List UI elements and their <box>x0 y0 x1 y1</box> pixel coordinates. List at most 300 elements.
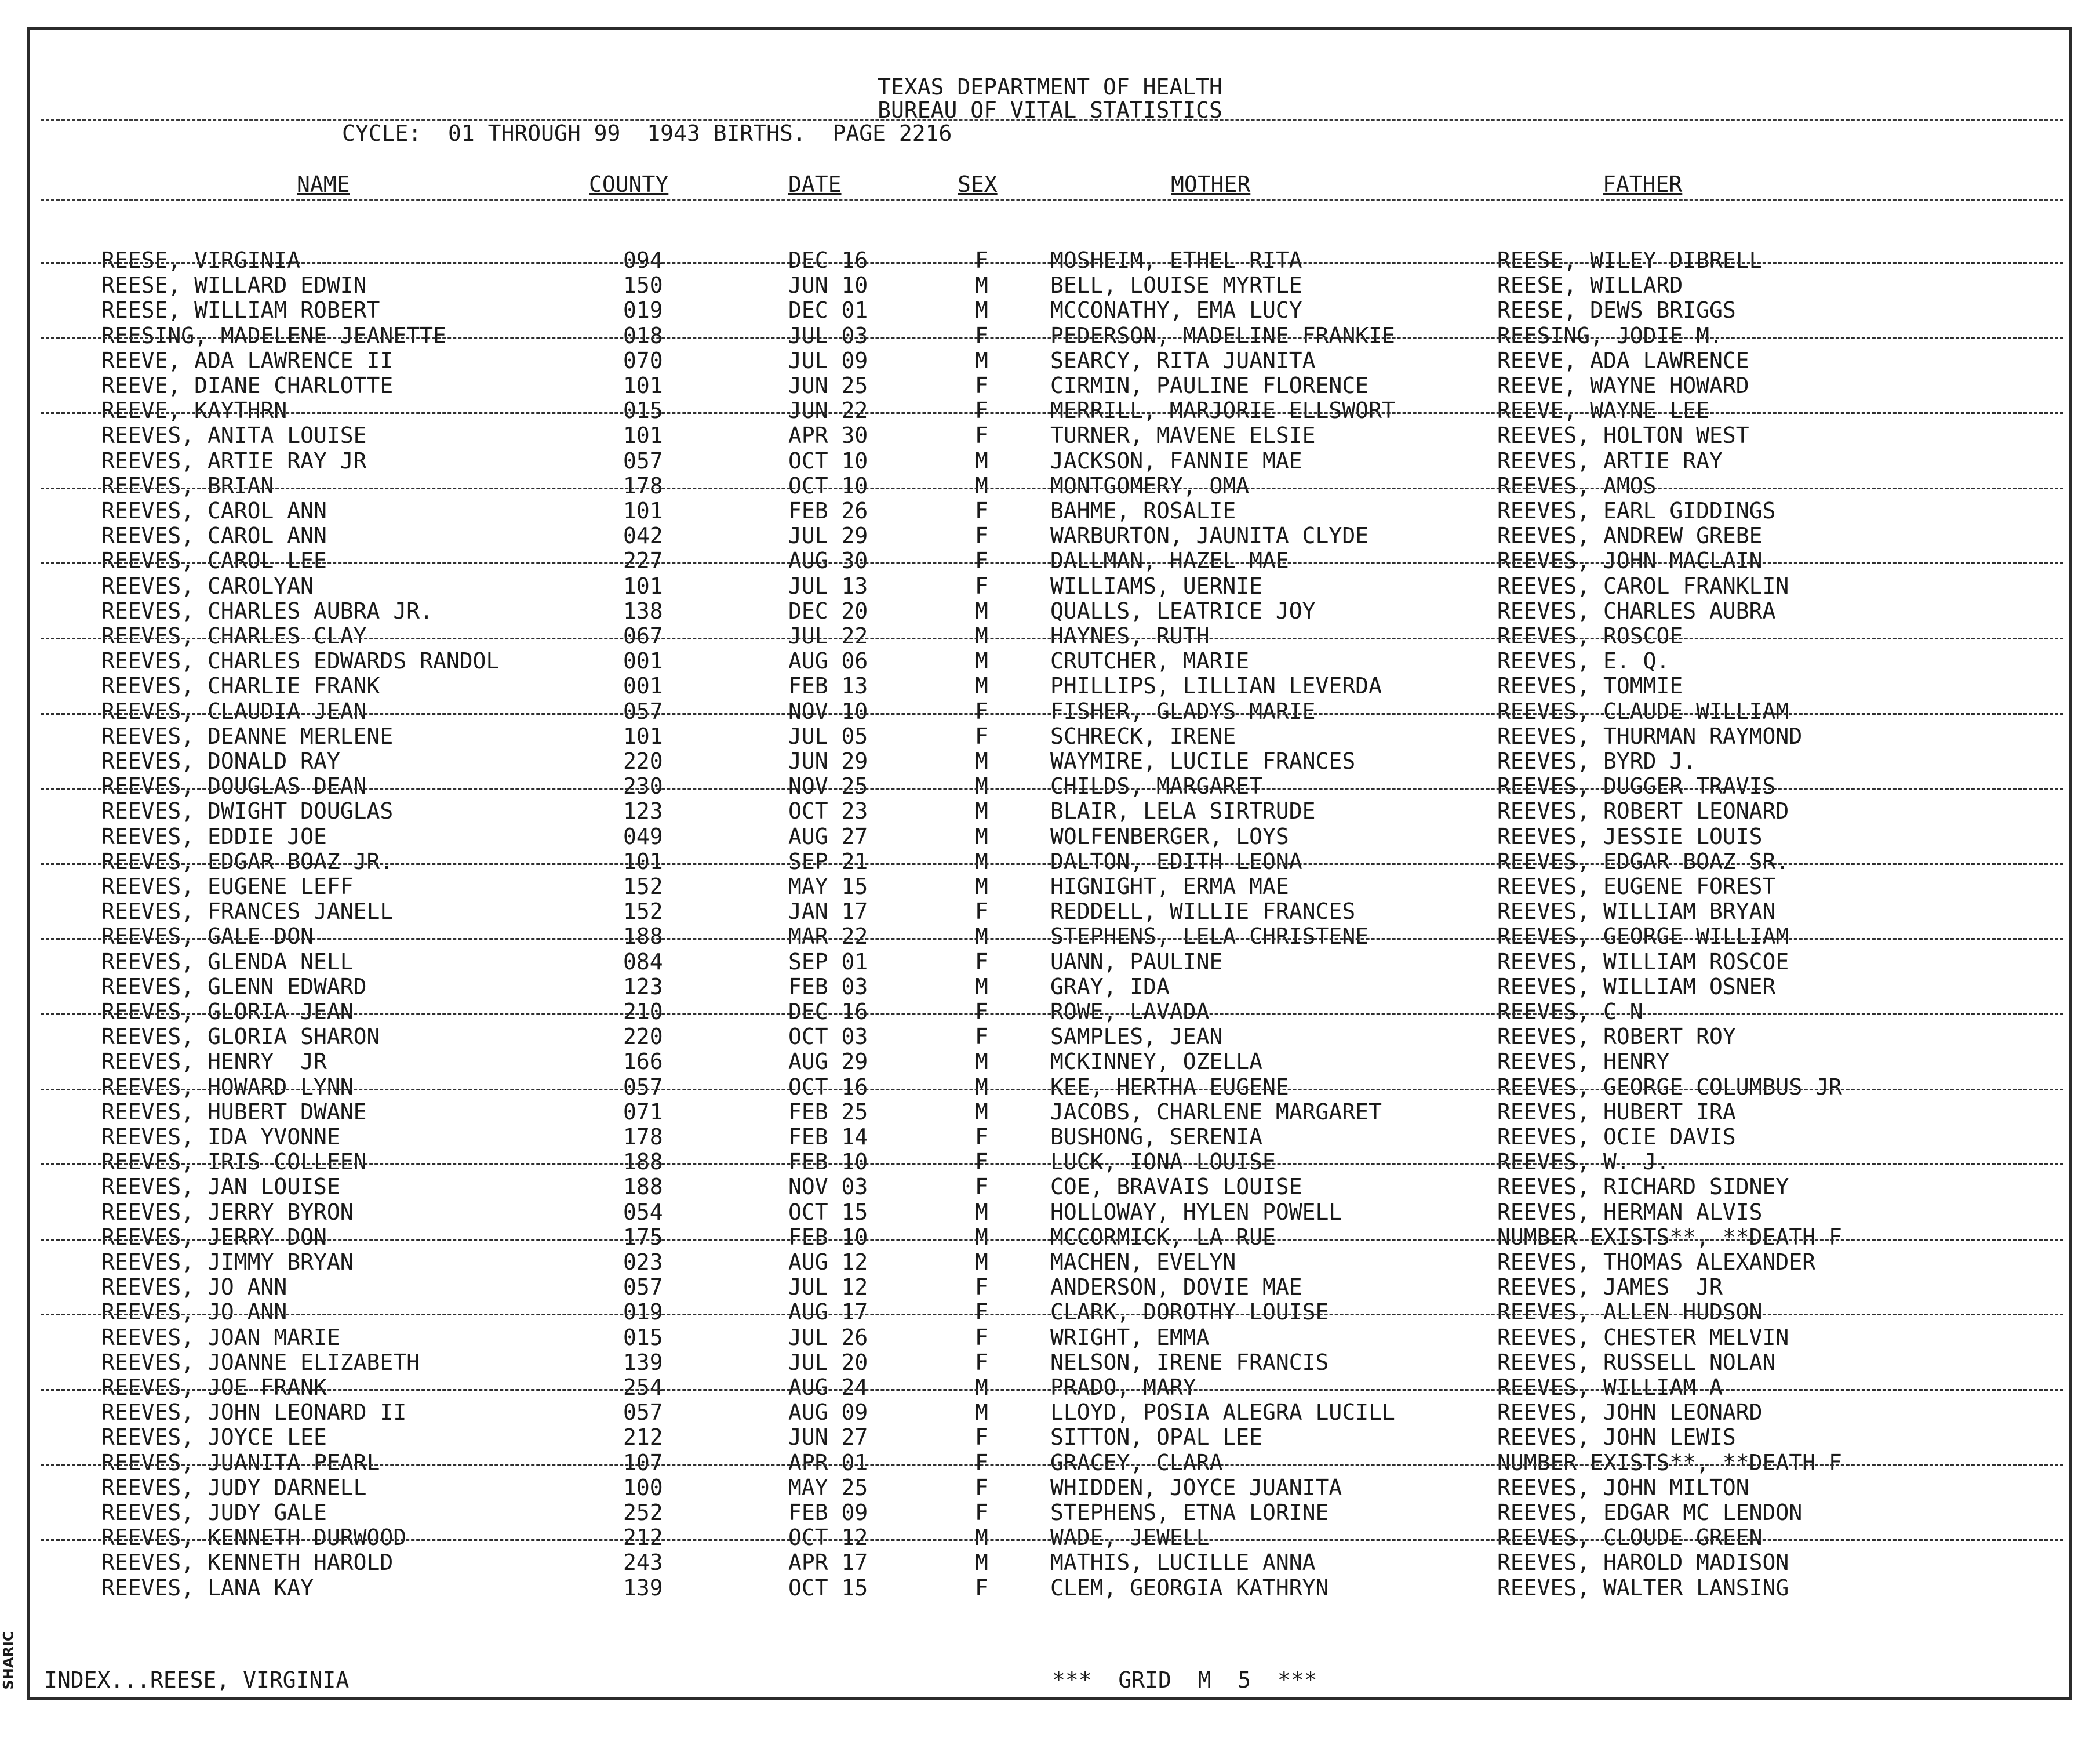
cell-mother: BELL, LOUISE MYRTLE <box>1050 272 1302 299</box>
cell-county: 101 <box>623 373 663 398</box>
row-rule <box>41 562 2063 564</box>
cell-father: REEVES, EUGENE FOREST <box>1497 874 1776 899</box>
cell-name: REEVE, ADA LAWRENCE II <box>101 347 394 373</box>
cell-father: REEVES, ROSCOE <box>1497 623 1683 649</box>
cell-county: 107 <box>623 1449 663 1475</box>
cell-father: REEVES, ALLEN HUDSON <box>1497 1299 1763 1325</box>
cell-father: REEVES, THOMAS ALEXANDER <box>1497 1249 1816 1275</box>
table-row <box>0 749 2100 774</box>
table-row <box>0 1150 2100 1175</box>
cell-date: OCT 10 <box>788 448 868 474</box>
table-row <box>0 1576 2100 1601</box>
cell-sex: F <box>975 1124 988 1150</box>
cell-mother: BUSHONG, SERENIA <box>1050 1124 1263 1150</box>
cell-date: JUL 26 <box>788 1324 868 1350</box>
table-row <box>0 273 2100 298</box>
table-row <box>0 298 2100 323</box>
cell-sex: F <box>975 1024 988 1050</box>
cell-county: 049 <box>623 823 663 849</box>
table-row <box>0 323 2100 348</box>
cell-sex: F <box>975 1299 988 1325</box>
cell-mother: MONTGOMERY, OMA <box>1050 472 1250 499</box>
cell-sex: M <box>975 598 988 624</box>
cell-mother: STEPHENS, ETNA LORINE <box>1050 1500 1329 1525</box>
cell-date: AUG 24 <box>788 1375 868 1400</box>
cell-father: REEVES, JAMES JR <box>1497 1274 1723 1300</box>
cell-sex: M <box>975 1375 988 1400</box>
cell-name: REEVES, CHARLES EDWARDS RANDOL <box>101 648 500 674</box>
cell-date: AUG 06 <box>788 648 868 674</box>
cell-father: REEVES, WALTER LANSING <box>1497 1575 1789 1601</box>
cell-sex: F <box>975 322 988 348</box>
table-row <box>0 1125 2100 1150</box>
cell-sex: F <box>975 548 988 574</box>
cell-mother: JACKSON, FANNIE MAE <box>1050 448 1302 474</box>
cell-mother: MCKINNEY, OZELLA <box>1050 1049 1263 1075</box>
cell-date: NOV 10 <box>788 698 868 724</box>
cell-father: REEVES, WILLIAM ROSCOE <box>1497 948 1789 975</box>
table-row <box>0 1525 2100 1550</box>
col-father: FATHER <box>1603 172 1683 197</box>
column-rule <box>41 199 2063 201</box>
cell-name: REEVES, EUGENE LEFF <box>101 874 354 899</box>
table-row <box>0 1500 2100 1525</box>
cell-county: 057 <box>623 1399 663 1426</box>
cell-name: REEVES, CAROL ANN <box>101 498 327 523</box>
cell-mother: ANDERSON, DOVIE MAE <box>1050 1274 1302 1300</box>
col-sex: SEX <box>958 172 998 197</box>
cell-father: REEVES, CLOUDE GREEN <box>1497 1525 1763 1551</box>
cell-sex: F <box>975 1274 988 1300</box>
table-row <box>0 1200 2100 1225</box>
table-row <box>0 975 2100 999</box>
cell-mother: HIGNIGHT, ERMA MAE <box>1050 874 1289 899</box>
cell-name: REESING, MADELENE JEANETTE <box>101 322 446 348</box>
cell-date: JAN 17 <box>788 899 868 925</box>
cell-mother: COE, BRAVAIS LOUISE <box>1050 1174 1302 1200</box>
row-rule <box>41 788 2063 790</box>
cell-county: 100 <box>623 1474 663 1500</box>
cell-county: 152 <box>623 899 663 925</box>
cell-sex: M <box>975 347 988 373</box>
cell-name: REEVES, GALE DON <box>101 923 314 950</box>
cell-mother: MOSHEIM, ETHEL RITA <box>1050 248 1302 273</box>
cell-sex: M <box>975 923 988 950</box>
cell-county: 254 <box>623 1375 663 1400</box>
cell-name: REEVES, HENRY JR <box>101 1049 327 1075</box>
cell-mother: DALLMAN, HAZEL MAE <box>1050 548 1289 574</box>
cell-father: REEVE, ADA LAWRENCE <box>1497 347 1749 373</box>
cell-sex: M <box>975 1099 988 1125</box>
cell-sex: M <box>975 1525 988 1551</box>
table-row <box>0 1400 2100 1425</box>
cell-father: REEVES, WILLIAM BRYAN <box>1497 899 1776 925</box>
cell-mother: LLOYD, POSIA ALEGRA LUCILL <box>1050 1399 1395 1426</box>
table-row <box>0 1375 2100 1400</box>
cell-name: REEVES, HUBERT DWANE <box>101 1099 367 1125</box>
cell-county: 123 <box>623 973 663 999</box>
cell-sex: M <box>975 1249 988 1275</box>
cell-sex: M <box>975 848 988 874</box>
cell-date: OCT 23 <box>788 798 868 824</box>
cell-mother: CLEM, GEORGIA KATHRYN <box>1050 1575 1329 1601</box>
cell-name: REEVES, DEANNE MERLENE <box>101 723 394 749</box>
cell-name: REEVES, FRANCES JANELL <box>101 899 394 925</box>
row-rule <box>41 713 2063 715</box>
cell-name: REEVES, ARTIE RAY JR <box>101 448 367 474</box>
cell-county: 067 <box>623 623 663 649</box>
cell-date: FEB 09 <box>788 1500 868 1525</box>
row-rule <box>41 1013 2063 1015</box>
table-row <box>0 1550 2100 1575</box>
cell-sex: F <box>975 1474 988 1500</box>
cell-mother: WILLIAMS, UERNIE <box>1050 573 1263 599</box>
table-row <box>0 348 2100 373</box>
cell-mother: PRADO, MARY <box>1050 1375 1196 1400</box>
cell-name: REEVES, GLENN EDWARD <box>101 973 367 999</box>
table-row <box>0 1250 2100 1275</box>
cell-date: FEB 10 <box>788 1224 868 1250</box>
cycle-line: CYCLE: 01 THROUGH 99 1943 BIRTHS. PAGE 2216 <box>342 121 952 146</box>
cell-sex: M <box>975 297 988 323</box>
table-row <box>0 1175 2100 1199</box>
cell-mother: MACHEN, EVELYN <box>1050 1249 1236 1275</box>
table-row <box>0 574 2100 599</box>
cell-sex: M <box>975 773 988 799</box>
cell-mother: KEE, HERTHA EUGENE <box>1050 1074 1289 1100</box>
cell-date: OCT 15 <box>788 1199 868 1225</box>
table-row <box>0 449 2100 474</box>
cell-mother: BAHME, ROSALIE <box>1050 498 1236 523</box>
cell-mother: WHIDDEN, JOYCE JUANITA <box>1050 1474 1342 1500</box>
cell-father: REEVES, THURMAN RAYMOND <box>1497 723 1803 749</box>
cell-county: 178 <box>623 1124 663 1150</box>
cell-name: REEVES, GLORIA SHARON <box>101 1024 380 1050</box>
table-row <box>0 523 2100 548</box>
table-row <box>0 1225 2100 1250</box>
cell-name: REESE, WILLIAM ROBERT <box>101 297 380 323</box>
cell-mother: WAYMIRE, LUCILE FRANCES <box>1050 748 1356 774</box>
row-rule <box>41 1389 2063 1391</box>
cell-name: REEVES, JERRY DON <box>101 1224 327 1250</box>
row-rule <box>41 938 2063 940</box>
cell-date: AUG 29 <box>788 1049 868 1075</box>
row-rule <box>41 488 2063 489</box>
table-row <box>0 1475 2100 1500</box>
row-rule <box>41 1314 2063 1315</box>
cell-county: 166 <box>623 1049 663 1075</box>
cell-county: 001 <box>623 673 663 699</box>
cell-mother: SEARCY, RITA JUANITA <box>1050 347 1316 373</box>
cell-date: OCT 16 <box>788 1074 868 1100</box>
cell-mother: REDDELL, WILLIE FRANCES <box>1050 899 1356 925</box>
cell-name: REEVES, JOYCE LEE <box>101 1424 327 1450</box>
cell-mother: SITTON, OPAL LEE <box>1050 1424 1263 1450</box>
col-county: COUNTY <box>589 172 669 197</box>
cell-father: REEVES, GEORGE COLUMBUS JR <box>1497 1074 1842 1100</box>
table-row <box>0 849 2100 874</box>
cell-county: 178 <box>623 472 663 499</box>
cell-name: REEVE, KAYTHRN <box>101 398 287 424</box>
table-row <box>0 950 2100 975</box>
table-row <box>0 724 2100 749</box>
cell-mother: STEPHENS, LELA CHRISTENE <box>1050 923 1369 950</box>
cell-sex: M <box>975 748 988 774</box>
cell-sex: M <box>975 623 988 649</box>
cell-father: REEVES, ARTIE RAY <box>1497 448 1723 474</box>
side-label: SHARIC <box>0 1631 17 1690</box>
cell-sex: M <box>975 874 988 899</box>
cell-mother: GRAY, IDA <box>1050 973 1170 999</box>
cell-father: REEVES, HENRY <box>1497 1049 1670 1075</box>
cell-father: REESE, DEWS BRIGGS <box>1497 297 1736 323</box>
cell-sex: M <box>975 272 988 299</box>
row-rule <box>41 863 2063 865</box>
cell-sex: M <box>975 1550 988 1576</box>
cell-county: 188 <box>623 1174 663 1200</box>
cell-father: REEVES, RUSSELL NOLAN <box>1497 1349 1776 1375</box>
cell-father: REEVES, ANDREW GREBE <box>1497 523 1763 549</box>
cell-sex: F <box>975 1575 988 1601</box>
cell-date: DEC 16 <box>788 248 868 273</box>
cell-sex: M <box>975 648 988 674</box>
cell-sex: F <box>975 573 988 599</box>
cell-name: REEVES, CAROL LEE <box>101 548 327 574</box>
cell-father: REEVES, E. Q. <box>1497 648 1670 674</box>
cell-father: REEVES, CHESTER MELVIN <box>1497 1324 1789 1350</box>
cell-mother: TURNER, MAVENE ELSIE <box>1050 423 1316 449</box>
cell-name: REEVES, KENNETH HAROLD <box>101 1550 394 1576</box>
cell-sex: F <box>975 1174 988 1200</box>
cell-father: REEVES, BYRD J. <box>1497 748 1697 774</box>
cell-father: REEVES, ROBERT ROY <box>1497 1024 1736 1050</box>
cell-sex: F <box>975 1149 988 1175</box>
cell-date: AUG 09 <box>788 1399 868 1426</box>
cell-father: NUMBER EXISTS**, **DEATH F <box>1497 1224 1842 1250</box>
cell-county: 057 <box>623 698 663 724</box>
cell-date: AUG 17 <box>788 1299 868 1325</box>
cell-date: OCT 15 <box>788 1575 868 1601</box>
cell-father: REEVES, WILLIAM A <box>1497 1375 1723 1400</box>
cell-county: 243 <box>623 1550 663 1576</box>
cell-county: 227 <box>623 548 663 574</box>
cell-county: 084 <box>623 948 663 975</box>
cell-date: AUG 12 <box>788 1249 868 1275</box>
cell-name: REEVES, CHARLIE FRANK <box>101 673 380 699</box>
cell-name: REEVES, EDDIE JOE <box>101 823 327 849</box>
row-rule <box>41 412 2063 414</box>
cell-sex: F <box>975 1324 988 1350</box>
cell-mother: JACOBS, CHARLENE MARGARET <box>1050 1099 1382 1125</box>
cell-sex: F <box>975 248 988 273</box>
cell-county: 138 <box>623 598 663 624</box>
cell-mother: WRIGHT, EMMA <box>1050 1324 1210 1350</box>
cell-mother: MATHIS, LUCILLE ANNA <box>1050 1550 1316 1576</box>
cell-mother: QUALLS, LEATRICE JOY <box>1050 598 1316 624</box>
cell-county: 220 <box>623 748 663 774</box>
cell-date: JUL 29 <box>788 523 868 549</box>
cell-mother: GRACEY, CLARA <box>1050 1449 1223 1475</box>
row-rule <box>41 262 2063 264</box>
table-row <box>0 398 2100 423</box>
cell-date: MAY 15 <box>788 874 868 899</box>
cell-name: REEVES, JO ANN <box>101 1299 287 1325</box>
cell-county: 101 <box>623 848 663 874</box>
cell-mother: WARBURTON, JAUNITA CLYDE <box>1050 523 1369 549</box>
cell-county: 101 <box>623 573 663 599</box>
cell-date: JUL 20 <box>788 1349 868 1375</box>
table-row <box>0 1100 2100 1125</box>
cell-sex: M <box>975 1224 988 1250</box>
cell-father: REEVES, WILLIAM OSNER <box>1497 973 1776 999</box>
cell-name: REEVES, JOANNE ELIZABETH <box>101 1349 420 1375</box>
table-row <box>0 649 2100 674</box>
cell-mother: PEDERSON, MADELINE FRANKIE <box>1050 322 1395 348</box>
cell-mother: MERRILL, MARJORIE ELLSWORT <box>1050 398 1395 424</box>
cell-father: REEVES, C N <box>1497 999 1643 1024</box>
cell-name: REEVES, CHARLES AUBRA JR. <box>101 598 433 624</box>
table-row <box>0 1049 2100 1074</box>
row-rule <box>41 1239 2063 1241</box>
cell-father: REEVES, ROBERT LEONARD <box>1497 798 1789 824</box>
header-line1: TEXAS DEPARTMENT OF HEALTH <box>878 74 1222 100</box>
cell-county: 230 <box>623 773 663 799</box>
cell-county: 210 <box>623 999 663 1024</box>
cell-name: REESE, WILLARD EDWIN <box>101 272 367 299</box>
cell-date: SEP 01 <box>788 948 868 975</box>
cell-father: REEVES, OCIE DAVIS <box>1497 1124 1736 1150</box>
cell-name: REESE, VIRGINIA <box>101 248 301 273</box>
cell-date: OCT 10 <box>788 472 868 499</box>
cell-date: JUN 29 <box>788 748 868 774</box>
cell-name: REEVES, IRIS COLLEEN <box>101 1149 367 1175</box>
cell-county: 001 <box>623 648 663 674</box>
table-row <box>0 874 2100 899</box>
cell-mother: CHILDS, MARGARET <box>1050 773 1263 799</box>
table-row <box>0 999 2100 1024</box>
cell-date: AUG 30 <box>788 548 868 574</box>
cell-name: REEVES, JOHN LEONARD II <box>101 1399 407 1426</box>
table-row <box>0 1450 2100 1475</box>
cell-county: 188 <box>623 923 663 950</box>
row-rule <box>41 1539 2063 1541</box>
cell-county: 152 <box>623 874 663 899</box>
table-row <box>0 824 2100 849</box>
cell-father: REEVES, JOHN LEWIS <box>1497 1424 1736 1450</box>
row-rule <box>41 1464 2063 1466</box>
cell-father: REESE, WILEY DIBRELL <box>1497 248 1763 273</box>
cell-date: JUL 05 <box>788 723 868 749</box>
cell-mother: BLAIR, LELA SIRTRUDE <box>1050 798 1316 824</box>
cell-county: 220 <box>623 1024 663 1050</box>
cell-father: REEVES, HUBERT IRA <box>1497 1099 1736 1125</box>
cell-date: MAY 25 <box>788 1474 868 1500</box>
cell-county: 123 <box>623 798 663 824</box>
cell-name: REEVES, JUDY GALE <box>101 1500 327 1525</box>
col-mother: MOTHER <box>1171 172 1251 197</box>
cell-name: REEVES, DOUGLAS DEAN <box>101 773 367 799</box>
table-row <box>0 924 2100 949</box>
cell-date: OCT 03 <box>788 1024 868 1050</box>
cell-sex: F <box>975 999 988 1024</box>
table-row <box>0 774 2100 799</box>
cell-county: 019 <box>623 297 663 323</box>
cell-name: REEVES, EDGAR BOAZ JR. <box>101 848 394 874</box>
footer-grid: *** GRID M 5 *** <box>1052 1667 1317 1693</box>
cell-county: 094 <box>623 248 663 273</box>
cell-county: 023 <box>623 1249 663 1275</box>
cell-county: 042 <box>623 523 663 549</box>
cell-sex: F <box>975 398 988 424</box>
cell-name: REEVES, LANA KAY <box>101 1575 314 1601</box>
cell-mother: CIRMIN, PAULINE FLORENCE <box>1050 373 1369 398</box>
cell-county: 057 <box>623 448 663 474</box>
cell-mother: ROWE, LAVADA <box>1050 999 1210 1024</box>
footer-index: INDEX...REESE, VIRGINIA <box>44 1667 350 1693</box>
cell-date: NOV 03 <box>788 1174 868 1200</box>
cell-county: 101 <box>623 723 663 749</box>
cell-date: JUN 10 <box>788 272 868 299</box>
cell-mother: WOLFENBERGER, LOYS <box>1050 823 1289 849</box>
cell-sex: M <box>975 823 988 849</box>
cell-father: REEVE, WAYNE HOWARD <box>1497 373 1749 398</box>
cell-date: APR 30 <box>788 423 868 449</box>
cell-sex: M <box>975 448 988 474</box>
row-rule <box>41 1089 2063 1090</box>
cell-name: REEVES, CLAUDIA JEAN <box>101 698 367 724</box>
cell-date: APR 17 <box>788 1550 868 1576</box>
cell-date: FEB 14 <box>788 1124 868 1150</box>
cell-sex: F <box>975 523 988 549</box>
cell-sex: F <box>975 423 988 449</box>
cell-mother: CRUTCHER, MARIE <box>1050 648 1250 674</box>
table-row <box>0 423 2100 448</box>
cell-county: 015 <box>623 1324 663 1350</box>
cell-mother: PHILLIPS, LILLIAN LEVERDA <box>1050 673 1382 699</box>
col-name: NAME <box>297 172 350 197</box>
cell-name: REEVES, JIMMY BRYAN <box>101 1249 354 1275</box>
cell-father: REEVES, HERMAN ALVIS <box>1497 1199 1763 1225</box>
cell-county: 101 <box>623 423 663 449</box>
cell-date: AUG 27 <box>788 823 868 849</box>
cell-date: JUL 09 <box>788 347 868 373</box>
cell-father: REEVES, GEORGE WILLIAM <box>1497 923 1789 950</box>
table-row <box>0 699 2100 724</box>
cell-county: 212 <box>623 1424 663 1450</box>
cell-sex: F <box>975 373 988 398</box>
cell-father: REEVES, HAROLD MADISON <box>1497 1550 1789 1576</box>
cell-date: JUL 13 <box>788 573 868 599</box>
cell-county: 252 <box>623 1500 663 1525</box>
cell-sex: F <box>975 698 988 724</box>
cell-name: REEVES, HOWARD LYNN <box>101 1074 354 1100</box>
row-rule <box>41 337 2063 339</box>
cell-sex: M <box>975 472 988 499</box>
cell-mother: UANN, PAULINE <box>1050 948 1223 975</box>
table-row <box>0 899 2100 924</box>
cell-date: JUL 12 <box>788 1274 868 1300</box>
cell-county: 150 <box>623 272 663 299</box>
cell-mother: MCCORMICK, LA RUE <box>1050 1224 1276 1250</box>
cell-name: REEVES, JUANITA PEARL <box>101 1449 380 1475</box>
table-row <box>0 599 2100 624</box>
cell-mother: MCCONATHY, EMA LUCY <box>1050 297 1302 323</box>
cell-date: NOV 25 <box>788 773 868 799</box>
cell-sex: F <box>975 1449 988 1475</box>
cell-sex: M <box>975 1199 988 1225</box>
cell-county: 139 <box>623 1575 663 1601</box>
table-row <box>0 799 2100 824</box>
